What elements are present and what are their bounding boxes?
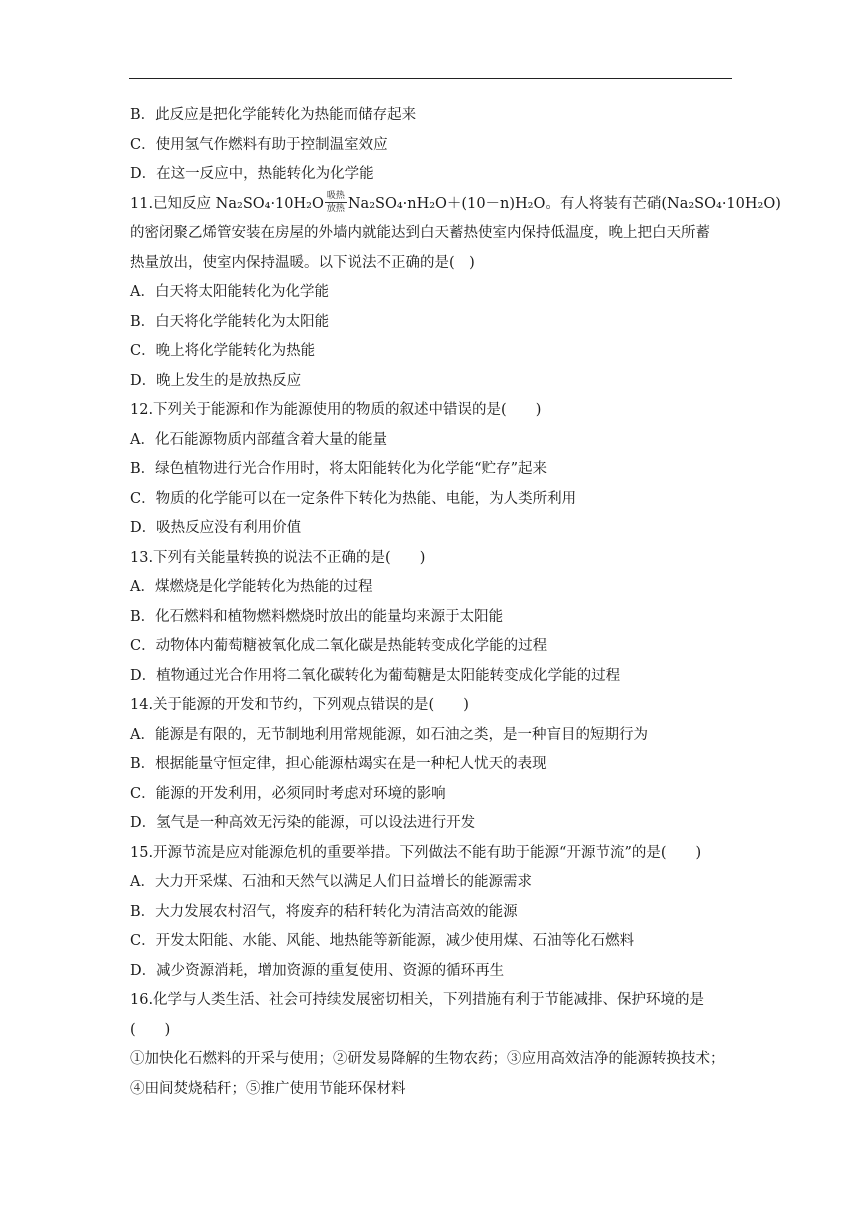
header-rule (129, 78, 732, 79)
text-line: ( ) (130, 1021, 171, 1038)
option-d-10: D．在这一反应中，热能转化为化学能 (130, 166, 374, 182)
text-line: C．晚上将化学能转化为热能 (130, 343, 316, 359)
text-line: B．白天将化学能转化为太阳能 (130, 313, 330, 330)
text-line: D．晚上发生的是放热反应 (130, 372, 302, 389)
text-line: C．开发太阳能、水能、风能、地热能等新能源，减少使用煤、石油等化石燃料 (130, 933, 635, 949)
arrow-label-bottom: 放热 (326, 203, 345, 214)
question-11-cont: 热量放出，使室内保持温暖。以下说法不正确的是( ) (130, 254, 475, 271)
text-line: A．大力开采煤、石油和天然气以满足人们日益增长的能源需求 (130, 874, 532, 890)
q11-suffix: Na₂SO₄·nH₂O＋(10－n)H₂O。有人将装有芒硝(Na₂SO₄·10H₂O) (347, 195, 781, 212)
text-line: B．化石燃料和植物燃料燃烧时放出的能量均来源于太阳能 (130, 608, 504, 625)
text-line: 14.关于能源的开发和节约，下列观点错误的是( ) (130, 697, 469, 713)
text-line: A．能源是有限的，无节制地利用常规能源，如石油之类，是一种盲目的短期行为 (130, 726, 648, 743)
option-b-10: B．此反应是把化学能转化为热能而储存起来 (130, 107, 417, 123)
text-line: C．物质的化学能可以在一定条件下转化为热能、电能，为人类所利用 (130, 490, 577, 507)
text-line: 13.下列有关能量转换的说法不正确的是( ) (130, 549, 426, 566)
text-line: 16.化学与人类生活、社会可持续发展密切相关，下列措施有利于节能减排、保护环境的是 (130, 992, 705, 1008)
text-line: 12.下列关于能源和作为能源使用的物质的叙述中错误的是( ) (130, 402, 542, 418)
question-11-stem (130, 190, 781, 220)
text-line: D．减少资源消耗，增加资源的重复使用、资源的循环再生 (130, 962, 505, 979)
text-line: ①加快化石燃料的开采与使用；②研发易降解的生物农药；③应用高效洁净的能源转换技术； (130, 1051, 725, 1067)
text-line: 15.开源节流是应对能源危机的重要举措。下列做法不能有助于能源“开源节流”的是( ) (130, 844, 702, 861)
text-line: B．大力发展农村沼气，将废弃的秸秆转化为清洁高效的能源 (130, 903, 518, 920)
arrow-label-top: 吸热 (326, 190, 345, 201)
text-line: A．煤燃烧是化学能转化为热能的过程 (130, 579, 373, 595)
arrow-bar (325, 202, 347, 203)
option-c-10: C．使用氢气作燃料有助于控制温室效应 (130, 136, 388, 153)
document-body (130, 101, 781, 1104)
q11-prefix: 11.已知反应 Na₂SO₄·10H₂O (130, 195, 324, 212)
question-11-cont: 的密闭聚乙烯管安装在房屋的外墙内就能达到白天蓄热使室内保持低温度，晚上把白天所蓄 (130, 225, 710, 241)
text-line: A．白天将太阳能转化为化学能 (130, 284, 329, 300)
text-line: D．吸热反应没有利用价值 (130, 520, 302, 536)
text-line: ④田间焚烧秸秆；⑤推广使用节能环保材料 (130, 1080, 406, 1097)
question-list (130, 278, 740, 1104)
text-line: B．根据能量守恒定律，担心能源枯竭实在是一种杞人忧天的表现 (130, 756, 547, 772)
text-line: D．植物通过光合作用将二氧化碳转化为葡萄糖是太阳能转变成化学能的过程 (130, 667, 621, 684)
text-line: C．动物体内葡萄糖被氧化成二氧化碳是热能转变成化学能的过程 (130, 638, 548, 654)
reversible-arrow (325, 191, 347, 214)
text-line: D．氢气是一种高效无污染的能源，可以设法进行开发 (130, 815, 476, 831)
text-line: C．能源的开发利用，必须同时考虑对环境的影响 (130, 785, 446, 802)
text-line: A．化石能源物质内部蕴含着大量的能量 (130, 431, 387, 448)
text-line: B．绿色植物进行光合作用时，将太阳能转化为化学能“贮存”起来 (130, 461, 547, 477)
